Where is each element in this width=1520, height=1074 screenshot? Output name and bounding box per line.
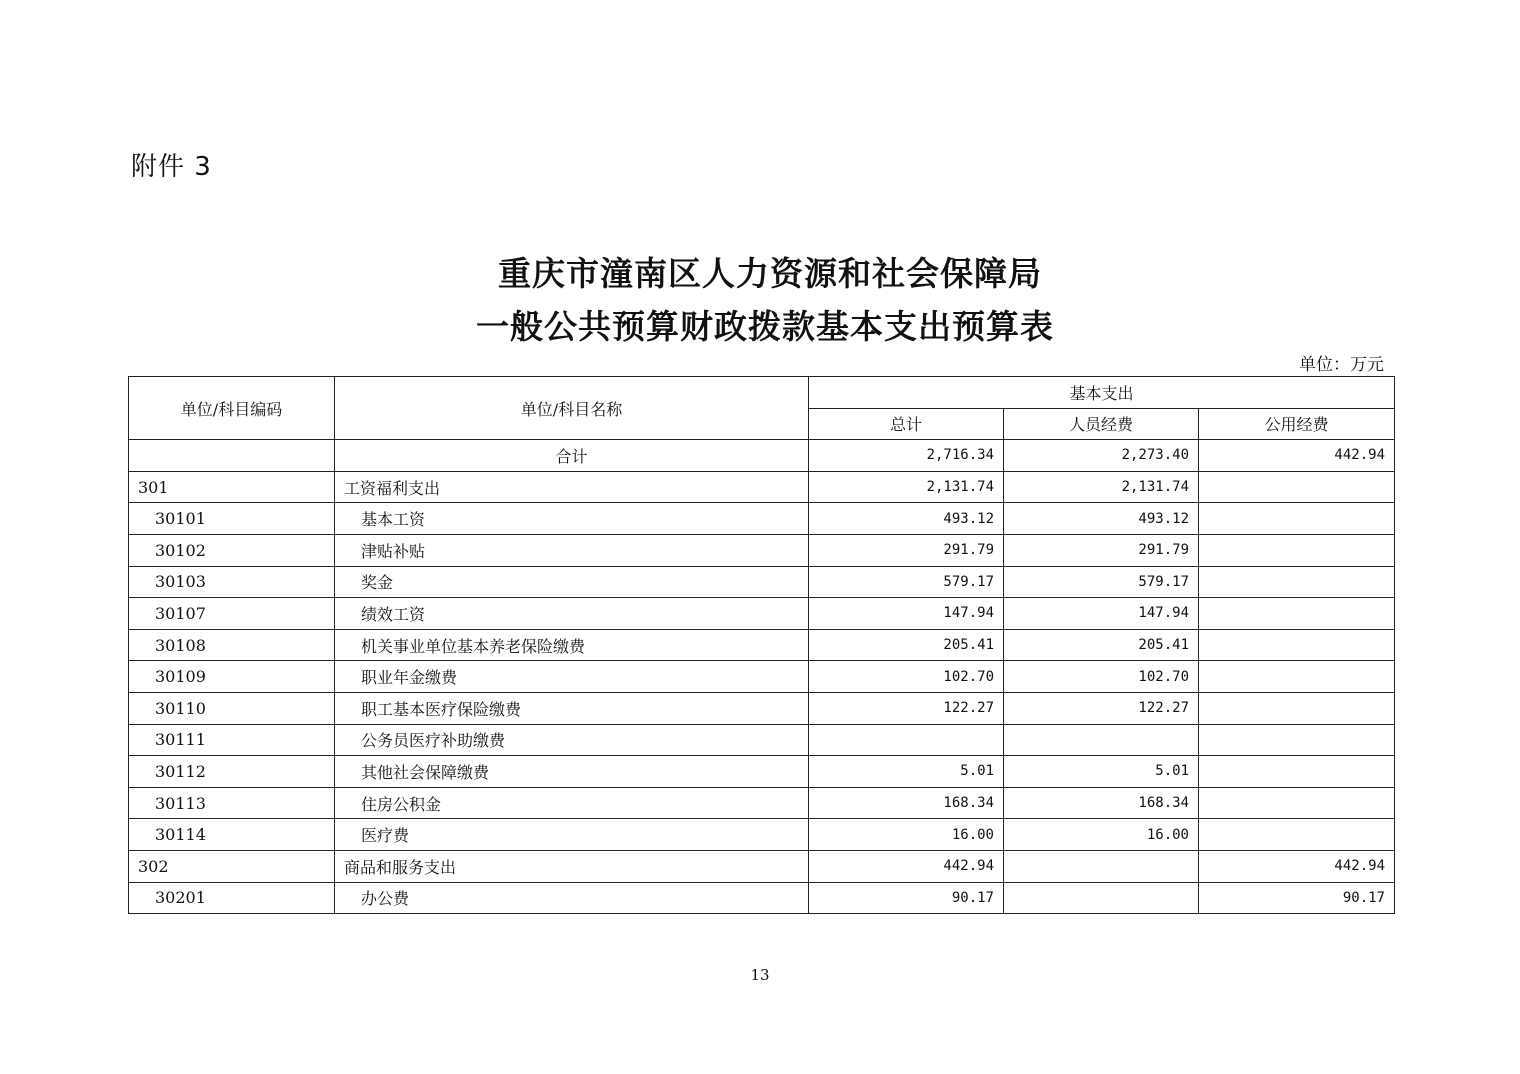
table-row (129, 598, 1395, 630)
row-total: 90.17 (809, 882, 1004, 914)
row-code: 30111 (129, 724, 335, 756)
row-personnel: 205.41 (1004, 629, 1199, 661)
row-code: 30201 (129, 882, 335, 914)
row-name: 公务员医疗补助缴费 (335, 724, 809, 756)
row-name: 津贴补贴 (335, 534, 809, 566)
row-code: 30101 (129, 503, 335, 535)
row-personnel: 291.79 (1004, 534, 1199, 566)
row-name: 医疗费 (335, 819, 809, 851)
row-personnel: 102.70 (1004, 661, 1199, 693)
row-name: 奖金 (335, 566, 809, 598)
row-code: 30113 (129, 787, 335, 819)
document-title-line-2: 一般公共预算财政拨款基本支出预算表 (476, 307, 1054, 346)
table-row (129, 661, 1395, 693)
row-public: 442.94 (1199, 440, 1395, 472)
row-name: 职工基本医疗保险缴费 (335, 692, 809, 724)
row-public (1199, 471, 1395, 503)
row-name: 办公费 (335, 882, 809, 914)
row-name: 机关事业单位基本养老保险缴费 (335, 629, 809, 661)
unit-label: 单位：万元 (1299, 355, 1384, 375)
attachment-label: 附件 3 (131, 152, 212, 182)
row-public (1199, 534, 1395, 566)
row-code (129, 440, 335, 472)
row-public (1199, 598, 1395, 630)
row-total: 16.00 (809, 819, 1004, 851)
row-total: 2,716.34 (809, 440, 1004, 472)
row-code: 302 (129, 850, 335, 882)
row-personnel (1004, 724, 1199, 756)
table-row (129, 503, 1395, 535)
row-personnel (1004, 850, 1199, 882)
row-public (1199, 503, 1395, 535)
row-public (1199, 692, 1395, 724)
header-code: 单位/科目编码 (129, 377, 335, 440)
table-row (129, 692, 1395, 724)
row-public: 90.17 (1199, 882, 1395, 914)
row-total: 579.17 (809, 566, 1004, 598)
row-personnel: 493.12 (1004, 503, 1199, 535)
row-public: 442.94 (1199, 850, 1395, 882)
header-personnel: 人员经费 (1004, 408, 1199, 440)
table-body (129, 440, 1395, 914)
table-row (129, 756, 1395, 788)
table-row (129, 882, 1395, 914)
table-row (129, 787, 1395, 819)
row-personnel: 2,131.74 (1004, 471, 1199, 503)
row-public (1199, 724, 1395, 756)
table-row (129, 440, 1395, 472)
row-code: 30102 (129, 534, 335, 566)
row-total: 122.27 (809, 692, 1004, 724)
row-name: 绩效工资 (335, 598, 809, 630)
table-row (129, 724, 1395, 756)
row-personnel: 579.17 (1004, 566, 1199, 598)
row-personnel: 147.94 (1004, 598, 1199, 630)
row-personnel: 2,273.40 (1004, 440, 1199, 472)
document-title-line-1: 重庆市潼南区人力资源和社会保障局 (498, 254, 1042, 293)
header-name: 单位/科目名称 (335, 377, 809, 440)
row-name: 工资福利支出 (335, 471, 809, 503)
row-total: 5.01 (809, 756, 1004, 788)
header-public: 公用经费 (1199, 408, 1395, 440)
row-total: 168.34 (809, 787, 1004, 819)
row-name: 基本工资 (335, 503, 809, 535)
row-personnel: 5.01 (1004, 756, 1199, 788)
row-code: 30108 (129, 629, 335, 661)
row-total: 2,131.74 (809, 471, 1004, 503)
row-public (1199, 756, 1395, 788)
row-personnel: 16.00 (1004, 819, 1199, 851)
row-name: 住房公积金 (335, 787, 809, 819)
row-code: 30107 (129, 598, 335, 630)
row-total: 147.94 (809, 598, 1004, 630)
row-personnel: 122.27 (1004, 692, 1199, 724)
table-row (129, 629, 1395, 661)
row-code: 30110 (129, 692, 335, 724)
row-public (1199, 629, 1395, 661)
row-code: 30109 (129, 661, 335, 693)
table-row (129, 850, 1395, 882)
row-total: 442.94 (809, 850, 1004, 882)
row-public (1199, 819, 1395, 851)
row-total: 493.12 (809, 503, 1004, 535)
table-row (129, 819, 1395, 851)
table-row (129, 566, 1395, 598)
row-code: 301 (129, 471, 335, 503)
row-total (809, 724, 1004, 756)
row-total: 102.70 (809, 661, 1004, 693)
row-personnel: 168.34 (1004, 787, 1199, 819)
row-code: 30112 (129, 756, 335, 788)
page-number: 13 (750, 966, 770, 984)
header-basic-expenditure: 基本支出 (809, 377, 1395, 409)
row-public (1199, 787, 1395, 819)
table-row (129, 471, 1395, 503)
table-header-row (129, 377, 1395, 409)
row-code: 30103 (129, 566, 335, 598)
row-name: 其他社会保障缴费 (335, 756, 809, 788)
row-name: 职业年金缴费 (335, 661, 809, 693)
row-name: 商品和服务支出 (335, 850, 809, 882)
row-public (1199, 566, 1395, 598)
row-total: 291.79 (809, 534, 1004, 566)
row-public (1199, 661, 1395, 693)
row-name: 合计 (335, 440, 809, 472)
budget-table (128, 376, 1395, 914)
row-total: 205.41 (809, 629, 1004, 661)
header-total: 总计 (809, 408, 1004, 440)
row-code: 30114 (129, 819, 335, 851)
row-personnel (1004, 882, 1199, 914)
table-row (129, 534, 1395, 566)
